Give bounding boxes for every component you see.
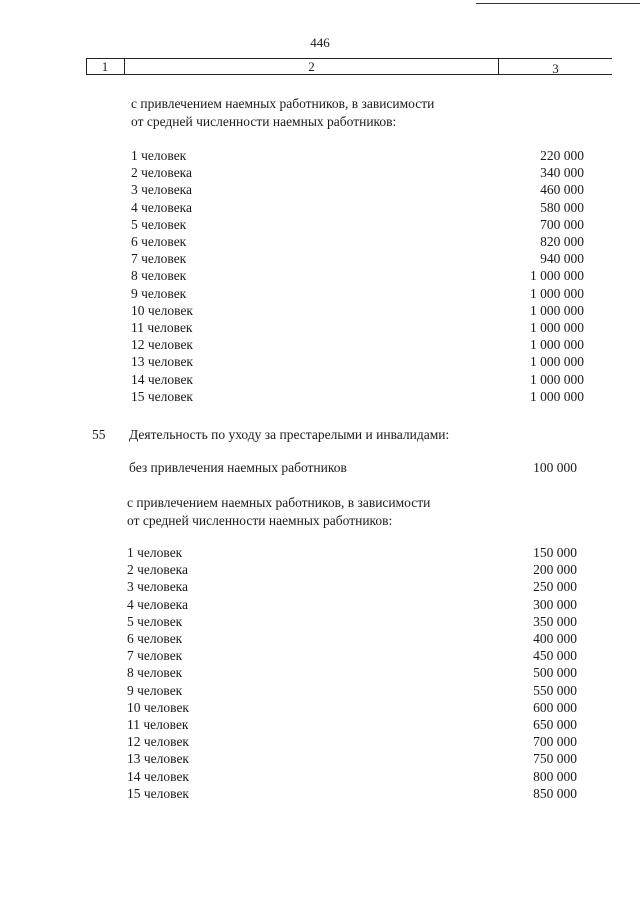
employee-count-label: 13 человек xyxy=(131,354,193,370)
employee-count-label: 12 человек xyxy=(127,734,189,750)
amount-value: 1 000 000 xyxy=(530,268,584,284)
employee-count-label: 13 человек xyxy=(127,751,189,767)
list-item xyxy=(0,579,640,596)
amount-value: 600 000 xyxy=(533,699,577,715)
amount-value: 250 000 xyxy=(533,579,577,595)
list-item xyxy=(0,320,640,337)
employee-count-label: 7 человек xyxy=(127,648,183,664)
employee-count-label: 14 человек xyxy=(127,768,189,784)
list-item xyxy=(0,200,640,217)
employee-count-label: 9 человек xyxy=(131,285,187,301)
amount-value: 800 000 xyxy=(533,768,577,784)
section55-intro-line1: с привлечением наемных работников, в зависимости xyxy=(127,495,431,510)
list-item xyxy=(0,631,640,648)
employee-count-label: 11 человек xyxy=(131,320,193,335)
amount-value: 200 000 xyxy=(533,562,577,578)
list-item xyxy=(0,251,640,268)
employee-count-label: 8 человек xyxy=(131,268,187,284)
list-item xyxy=(0,389,640,406)
employee-count-label: 2 человека xyxy=(127,562,189,578)
list-item xyxy=(0,182,640,199)
list-item xyxy=(0,337,640,354)
amount-value: 300 000 xyxy=(533,596,577,612)
top-rule xyxy=(476,3,640,4)
amount-value: 460 000 xyxy=(540,182,584,198)
list-item xyxy=(0,217,640,234)
employee-count-label: 6 человек xyxy=(131,234,187,249)
section55-number: 55 xyxy=(92,427,106,442)
list-item xyxy=(0,665,640,682)
employee-count-label: 8 человек xyxy=(127,665,183,681)
amount-value: 340 000 xyxy=(540,165,584,181)
amount-value: 850 000 xyxy=(533,785,577,801)
list-item xyxy=(0,648,640,665)
list-item xyxy=(0,545,640,562)
employee-count-label: 15 человек xyxy=(131,388,193,404)
section1-intro-line2: от средней численности наемных работников: xyxy=(131,114,397,129)
section55-intro-line2: от средней численности наемных работников: xyxy=(127,513,393,528)
employee-count-label: 5 человек xyxy=(131,216,187,232)
employee-count-label: 15 человек xyxy=(127,785,189,801)
amount-value: 350 000 xyxy=(533,613,577,629)
employee-count-label: 11 человек xyxy=(127,717,189,732)
list-item xyxy=(0,234,640,251)
employee-count-label: 3 человека xyxy=(127,579,189,595)
list-item xyxy=(0,562,640,579)
section55-no-workers-label: без привлечения наемных работников xyxy=(129,460,347,475)
amount-value: 1 000 000 xyxy=(530,337,584,353)
employee-count-label: 1 человек xyxy=(131,148,187,163)
employee-count-label: 1 человек xyxy=(127,545,183,560)
employee-count-label: 4 человека xyxy=(127,596,189,612)
list-item xyxy=(0,268,640,285)
employee-count-label: 2 человека xyxy=(131,165,193,181)
employee-count-label: 3 человека xyxy=(131,182,193,198)
list-item xyxy=(0,786,640,803)
amount-value: 700 000 xyxy=(540,216,584,232)
amount-value: 500 000 xyxy=(533,665,577,681)
employee-count-label: 7 человек xyxy=(131,251,187,267)
list-item xyxy=(0,769,640,786)
list-item xyxy=(0,751,640,768)
header-col-3: 3 xyxy=(552,61,559,76)
amount-value: 1 000 000 xyxy=(530,371,584,387)
list-item xyxy=(0,717,640,734)
list-item xyxy=(0,683,640,700)
section55-title: Деятельность по уходу за престарелыми и инвалидами: xyxy=(129,427,450,442)
header-col-2: 2 xyxy=(308,59,315,74)
amount-value: 820 000 xyxy=(540,234,584,249)
employee-count-label: 14 человек xyxy=(131,371,193,387)
list-item xyxy=(0,597,640,614)
table-header xyxy=(86,58,612,76)
list-item xyxy=(0,303,640,320)
list-item xyxy=(0,734,640,751)
amount-value: 1 000 000 xyxy=(530,320,584,335)
amount-value: 700 000 xyxy=(533,734,577,750)
list-item xyxy=(0,614,640,631)
list-item xyxy=(0,354,640,371)
employee-count-label: 10 человек xyxy=(131,302,193,318)
section55-no-workers-value: 100 000 xyxy=(533,460,577,475)
employee-count-label: 5 человек xyxy=(127,613,183,629)
list-item xyxy=(0,286,640,303)
amount-value: 400 000 xyxy=(533,631,577,646)
header-col-1: 1 xyxy=(101,59,109,74)
amount-value: 450 000 xyxy=(533,648,577,664)
amount-value: 220 000 xyxy=(540,148,584,163)
amount-value: 650 000 xyxy=(533,717,577,732)
amount-value: 580 000 xyxy=(540,199,584,215)
amount-value: 1 000 000 xyxy=(530,302,584,318)
list-item xyxy=(0,700,640,717)
employee-count-label: 12 человек xyxy=(131,337,193,353)
employee-count-label: 10 человек xyxy=(127,699,189,715)
employee-count-label: 4 человека xyxy=(131,199,193,215)
amount-value: 150 000 xyxy=(533,545,577,560)
amount-value: 750 000 xyxy=(533,751,577,767)
amount-value: 1 000 000 xyxy=(530,388,584,404)
amount-value: 940 000 xyxy=(540,251,584,267)
list-item xyxy=(0,165,640,182)
list-item xyxy=(0,148,640,165)
amount-value: 550 000 xyxy=(533,682,577,698)
list-item xyxy=(0,372,640,389)
amount-value: 1 000 000 xyxy=(530,354,584,370)
page-number: 446 xyxy=(310,35,330,50)
employee-count-label: 9 человек xyxy=(127,682,183,698)
employee-count-label: 6 человек xyxy=(127,631,183,646)
section1-intro-line1: с привлечением наемных работников, в зависимости xyxy=(131,96,435,111)
amount-value: 1 000 000 xyxy=(530,285,584,301)
